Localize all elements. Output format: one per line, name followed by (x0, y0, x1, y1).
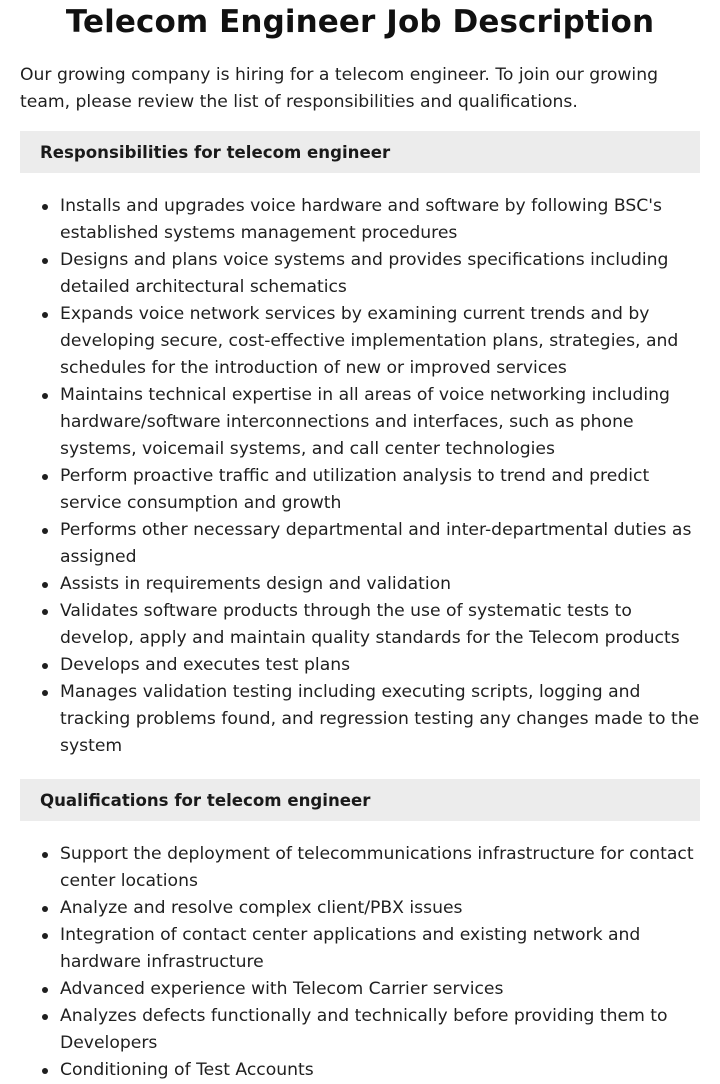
responsibility-item (20, 571, 700, 598)
qualifications-header (20, 779, 700, 821)
qualification-item (20, 841, 700, 895)
responsibility-item (20, 247, 700, 301)
responsibility-text: Maintains technical expertise in all areas of voice networking including hardware/software interconnections and interfaces, such as phone systems, voicemail systems, and call center technologies (60, 385, 670, 459)
responsibility-text: Develops and executes test plans (60, 655, 351, 675)
qualification-item (20, 976, 700, 1003)
qualifications-list (20, 841, 700, 1084)
bullet-icon (42, 204, 48, 210)
page-title: Telecom Engineer Job Description (65, 4, 655, 40)
qualification-item (20, 895, 700, 922)
bullet-icon (42, 1014, 48, 1020)
responsibility-text: Performs other necessary departmental and inter-departmental duties as assigned (60, 520, 692, 567)
responsibility-text: Manages validation testing including executing scripts, logging and tracking problems found, and regression testing any changes made to the system (60, 682, 700, 756)
responsibility-item (20, 517, 700, 571)
qualification-item (20, 1057, 700, 1084)
responsibilities-heading: Responsibilities for telecom engineer (40, 142, 391, 162)
responsibility-item (20, 679, 700, 760)
responsibility-item (20, 463, 700, 517)
bullet-icon (42, 663, 48, 669)
bullet-icon (42, 933, 48, 939)
qualification-text: Conditioning of Test Accounts (60, 1060, 314, 1080)
bullet-icon (42, 528, 48, 534)
bullet-icon (42, 312, 48, 318)
qualifications-heading: Qualifications for telecom engineer (40, 790, 371, 810)
responsibility-item (20, 193, 700, 247)
qualification-text: Advanced experience with Telecom Carrier services (60, 979, 504, 999)
responsibility-text: Assists in requirements design and validation (60, 574, 452, 594)
responsibilities-header (20, 131, 700, 173)
bullet-icon (42, 852, 48, 858)
responsibility-item (20, 382, 700, 463)
responsibility-item (20, 301, 700, 382)
bullet-icon (42, 258, 48, 264)
responsibility-text: Expands voice network services by examining current trends and by developing secure, cost-effective implementation plans, strategies, and schedules for the introduction of new or improved services (60, 304, 679, 378)
qualification-text: Analyze and resolve complex client/PBX issues (60, 898, 463, 918)
qualification-item (20, 1003, 700, 1057)
qualification-item (20, 922, 700, 976)
responsibility-text: Validates software products through the use of systematic tests to develop, apply and maintain quality standards for the Telecom products (60, 601, 680, 648)
qualification-text: Support the deployment of telecommunications infrastructure for contact center locations (60, 844, 694, 891)
bullet-icon (42, 906, 48, 912)
bullet-icon (42, 582, 48, 588)
responsibility-text: Installs and upgrades voice hardware and software by following BSC's established systems management procedures (60, 196, 662, 243)
intro-paragraph: Our growing company is hiring for a telecom engineer. To join our growing team, please review the list of responsibilities and qualifications. (20, 65, 659, 112)
responsibility-item (20, 598, 700, 652)
bullet-icon (42, 987, 48, 993)
qualification-text: Analyzes defects functionally and technically before providing them to Developers (60, 1006, 668, 1053)
responsibility-text: Perform proactive traffic and utilization analysis to trend and predict service consumption and growth (60, 466, 650, 513)
responsibility-item (20, 652, 700, 679)
responsibility-text: Designs and plans voice systems and provides specifications including detailed architectural schematics (60, 250, 669, 297)
bullet-icon (42, 393, 48, 399)
bullet-icon (42, 690, 48, 696)
bullet-icon (42, 474, 48, 480)
bullet-icon (42, 609, 48, 615)
qualification-text: Integration of contact center applications and existing network and hardware infrastructure (60, 925, 641, 972)
responsibilities-list (20, 193, 700, 760)
bullet-icon (42, 1068, 48, 1074)
